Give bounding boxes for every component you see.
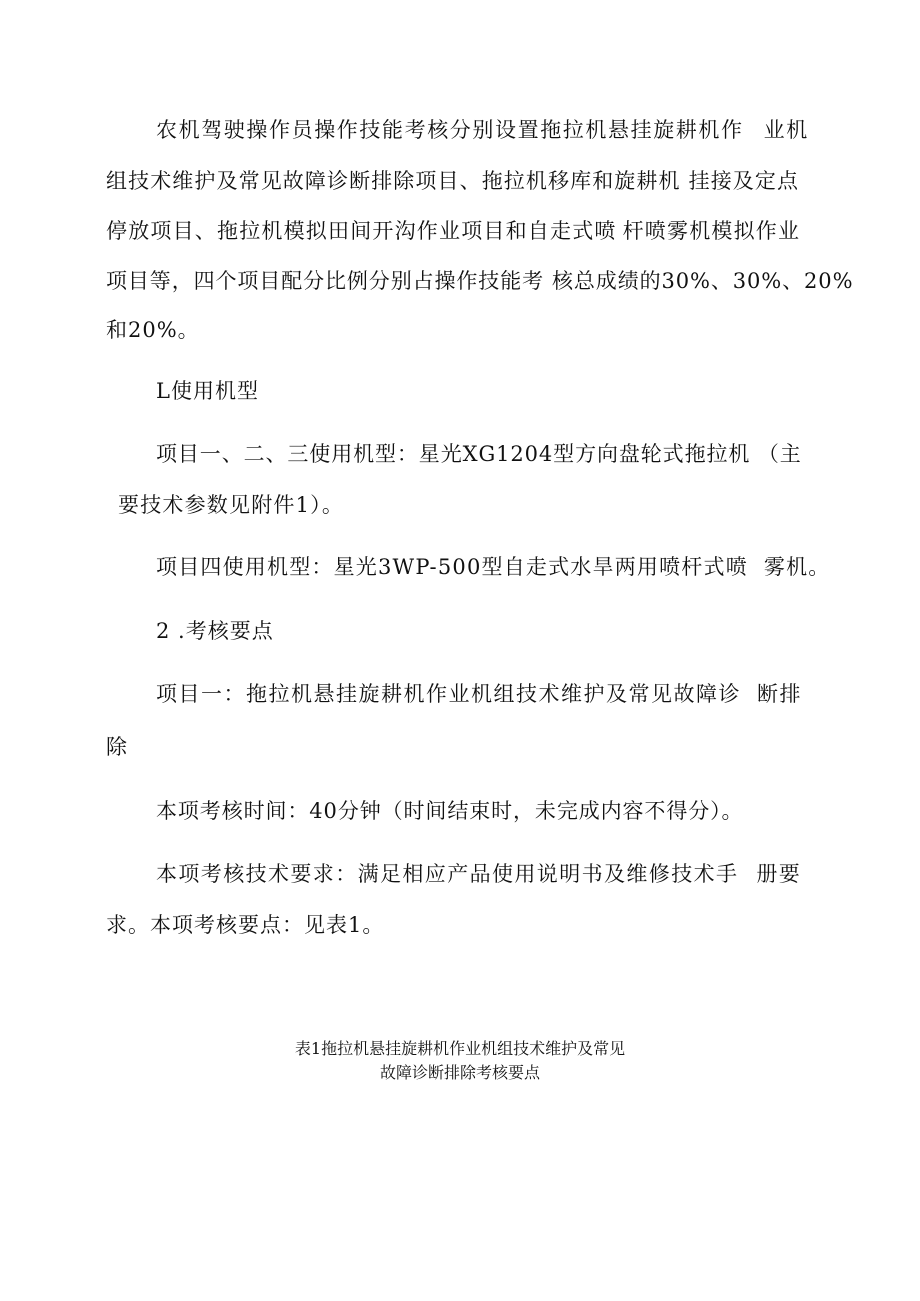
text-run: 册要: [756, 862, 802, 886]
text-run: 项目四使用机型：星光3WP-500型自走式水旱两用喷杆式喷: [156, 555, 748, 579]
text-run: 断排: [757, 682, 802, 706]
paragraph6-line1: [156, 860, 801, 888]
text-run: 挂接及定点: [688, 169, 800, 193]
text-run: 项目一：拖拉机悬挂旋耕机作业机组技术维护及常见故障诊: [156, 682, 741, 706]
text-run: 核总成绩的30%、30%、20%: [552, 269, 854, 293]
paragraph2-line2: 要技术参数见附件1）。: [118, 493, 345, 517]
paragraph5-line1: 本项考核时间：40分钟（时间结束时，未完成内容不得分）。: [156, 799, 744, 823]
paragraph1-line4: [106, 267, 853, 295]
paragraph6-line2: 求。本项考核要点：见表1。: [106, 913, 385, 937]
paragraph4-line2: 除: [106, 735, 128, 759]
text-run: 杆喷雾机模拟作业: [622, 219, 801, 243]
paragraph1-line3: [106, 217, 800, 245]
text-run: 项目等，四个项目配分比例分别占操作技能考: [106, 269, 544, 293]
text-run: 本项考核技术要求：满足相应产品使用说明书及维修技术手: [156, 862, 739, 886]
paragraph3-line1: [156, 553, 831, 581]
table-caption-line2: 故障诊断排除考核要点: [379, 1063, 540, 1082]
table-caption-line1: 表1拖拉机悬挂旋耕机作业机组技术维护及常见: [294, 1039, 626, 1058]
paragraph1-line5: 和20%。: [106, 318, 200, 342]
text-run: 停放项目、拖拉机模拟田间开沟作业项目和自走式喷: [106, 219, 617, 243]
text-run: 农机驾驶操作员操作技能考核分别设置拖拉机悬挂旋耕机作: [156, 118, 744, 142]
paragraph4-line1: [156, 680, 802, 708]
text-run: 雾机。: [763, 555, 831, 579]
text-run: 组技术维护及常见故障诊断排除项目、拖拉机移库和旋耕机: [106, 169, 681, 193]
text-run: 业机: [763, 118, 809, 142]
section-heading-usage-models: L使用机型: [156, 379, 259, 403]
paragraph2-line1: 项目一、二、三使用机型：星光XG1204型方向盘轮式拖拉机 （主: [156, 442, 802, 466]
section-heading-assessment-points: 2 .考核要点: [156, 619, 274, 643]
paragraph1-line2: [106, 167, 799, 195]
paragraph1-line1: [156, 116, 809, 144]
